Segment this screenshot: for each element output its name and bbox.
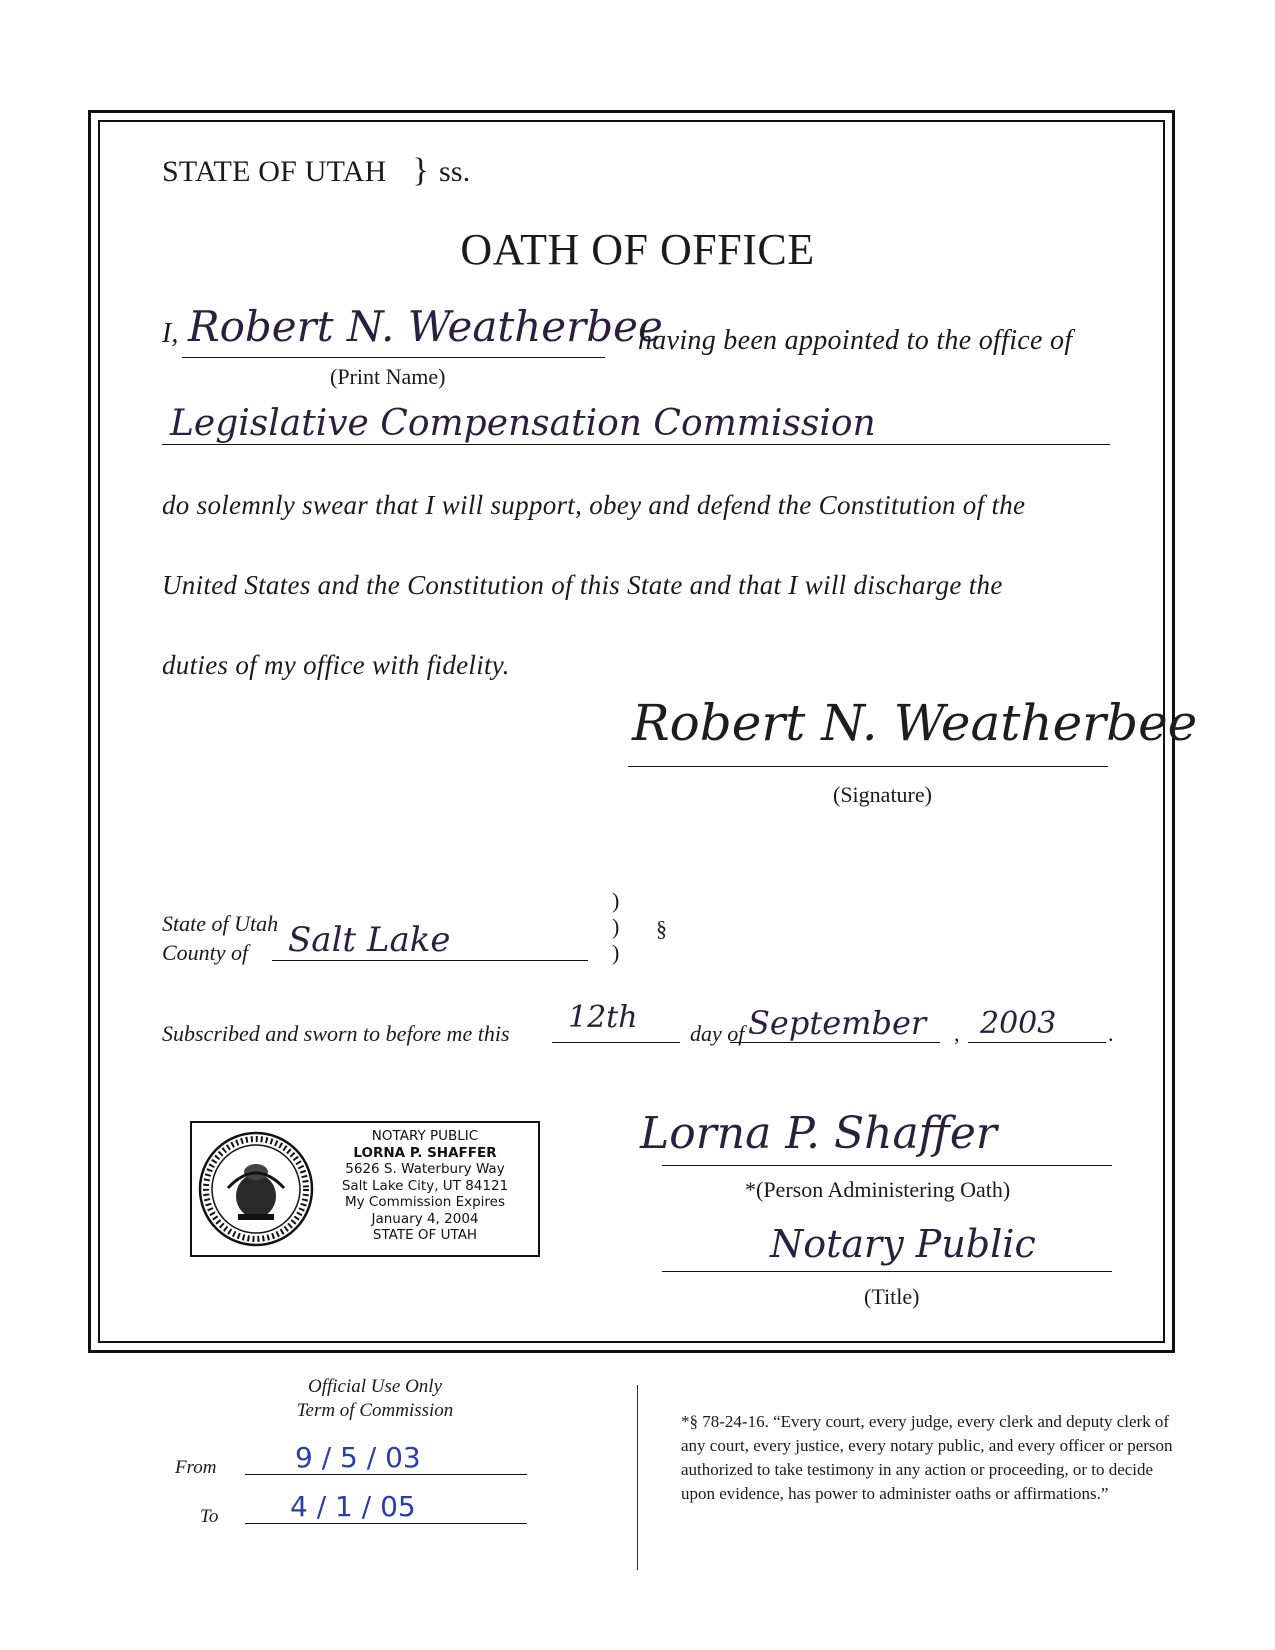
from-line xyxy=(245,1474,527,1475)
notary-title-handwritten: Notary Public xyxy=(770,1222,1036,1266)
official-use-line-2: Term of Commission xyxy=(296,1400,454,1421)
to-line xyxy=(245,1523,527,1524)
oath-line-3: duties of my office with fidelity. xyxy=(162,650,510,680)
state-header xyxy=(162,152,470,190)
day-of-label: day of xyxy=(690,1021,745,1046)
appointed-text: having been appointed to the office of xyxy=(638,325,1073,356)
stamp-line-6: January 4, 2004 xyxy=(371,1210,479,1227)
venue-paren-2: ) xyxy=(612,914,620,939)
notary-signature-handwritten: Lorna P. Shaffer xyxy=(640,1108,997,1159)
title-label: (Title) xyxy=(864,1284,920,1309)
official-use-heading xyxy=(280,1375,470,1423)
title-line xyxy=(662,1271,1112,1272)
state-seal-icon xyxy=(198,1128,314,1250)
from-value: 9 / 5 / 03 xyxy=(295,1441,421,1474)
oath-line-2: United States and the Constitution of this State and that I will discharge the xyxy=(162,570,1003,600)
name-handwritten: Robert N. Weatherbee xyxy=(188,302,663,351)
person-administering-label: *(Person Administering Oath) xyxy=(745,1177,1011,1202)
official-use-line-1: Official Use Only xyxy=(307,1376,443,1397)
stamp-line-4: Salt Lake City, UT 84121 xyxy=(341,1177,509,1194)
stamp-line-3: 5626 S. Waterbury Way xyxy=(345,1161,505,1177)
day-line xyxy=(552,1042,680,1043)
ss-label: ss. xyxy=(439,155,471,188)
day-handwritten: 12th xyxy=(568,1000,638,1035)
stamp-line-7: STATE OF UTAH xyxy=(372,1227,478,1243)
oath-line-1: do solemnly swear that I will support, obey and defend the Constitution of the xyxy=(162,490,1026,520)
stamp-line-5: My Commission Expires xyxy=(344,1194,506,1210)
venue-paren-3: ) xyxy=(612,940,620,965)
month-comma: , xyxy=(954,1021,960,1046)
stamp-text xyxy=(320,1128,530,1244)
month-line xyxy=(730,1042,940,1043)
subscribed-prefix: Subscribed and sworn to before me this xyxy=(162,1021,510,1046)
state-name: STATE OF UTAH xyxy=(162,155,387,188)
venue-county-label: County of xyxy=(162,940,249,965)
county-line xyxy=(272,960,588,961)
signature-line xyxy=(628,766,1108,767)
i-prefix: I, xyxy=(162,318,179,349)
office-handwritten: Legislative Compensation Commission xyxy=(170,403,876,444)
document-title: OATH OF OFFICE xyxy=(460,225,815,274)
footer-divider xyxy=(637,1385,638,1570)
brace: } xyxy=(412,152,429,189)
year-period: . xyxy=(1108,1021,1114,1046)
year-line xyxy=(968,1042,1106,1043)
month-handwritten: September xyxy=(748,1004,927,1042)
office-line xyxy=(162,444,1110,445)
county-handwritten: Salt Lake xyxy=(288,920,451,960)
stamp-line-2: LORNA P. SHAFFER xyxy=(353,1144,497,1161)
section-symbol: § xyxy=(656,916,667,941)
venue-state-label: State of Utah xyxy=(162,911,279,936)
signature-handwritten: Robert N. Weatherbee xyxy=(632,694,1198,752)
year-handwritten: 2003 xyxy=(980,1006,1057,1041)
to-value: 4 / 1 / 05 xyxy=(290,1490,416,1523)
venue-paren-1: ) xyxy=(612,888,620,913)
signature-label: (Signature) xyxy=(833,782,932,807)
print-name-label: (Print Name) xyxy=(330,364,446,389)
stamp-line-1: NOTARY PUBLIC xyxy=(371,1128,479,1144)
notary-signature-line xyxy=(662,1165,1112,1166)
statute-note: *§ 78-24-16. “Every court, every judge, every clerk and deputy clerk of any court, every justice, every notary public, and every officer or person authorized to take testimony in any action or proceeding, or to decide upon evidence, has power to administer oaths or affirmations.” xyxy=(681,1412,1173,1503)
to-label: To xyxy=(200,1506,219,1527)
from-label: From xyxy=(175,1457,217,1478)
name-line xyxy=(182,357,605,358)
